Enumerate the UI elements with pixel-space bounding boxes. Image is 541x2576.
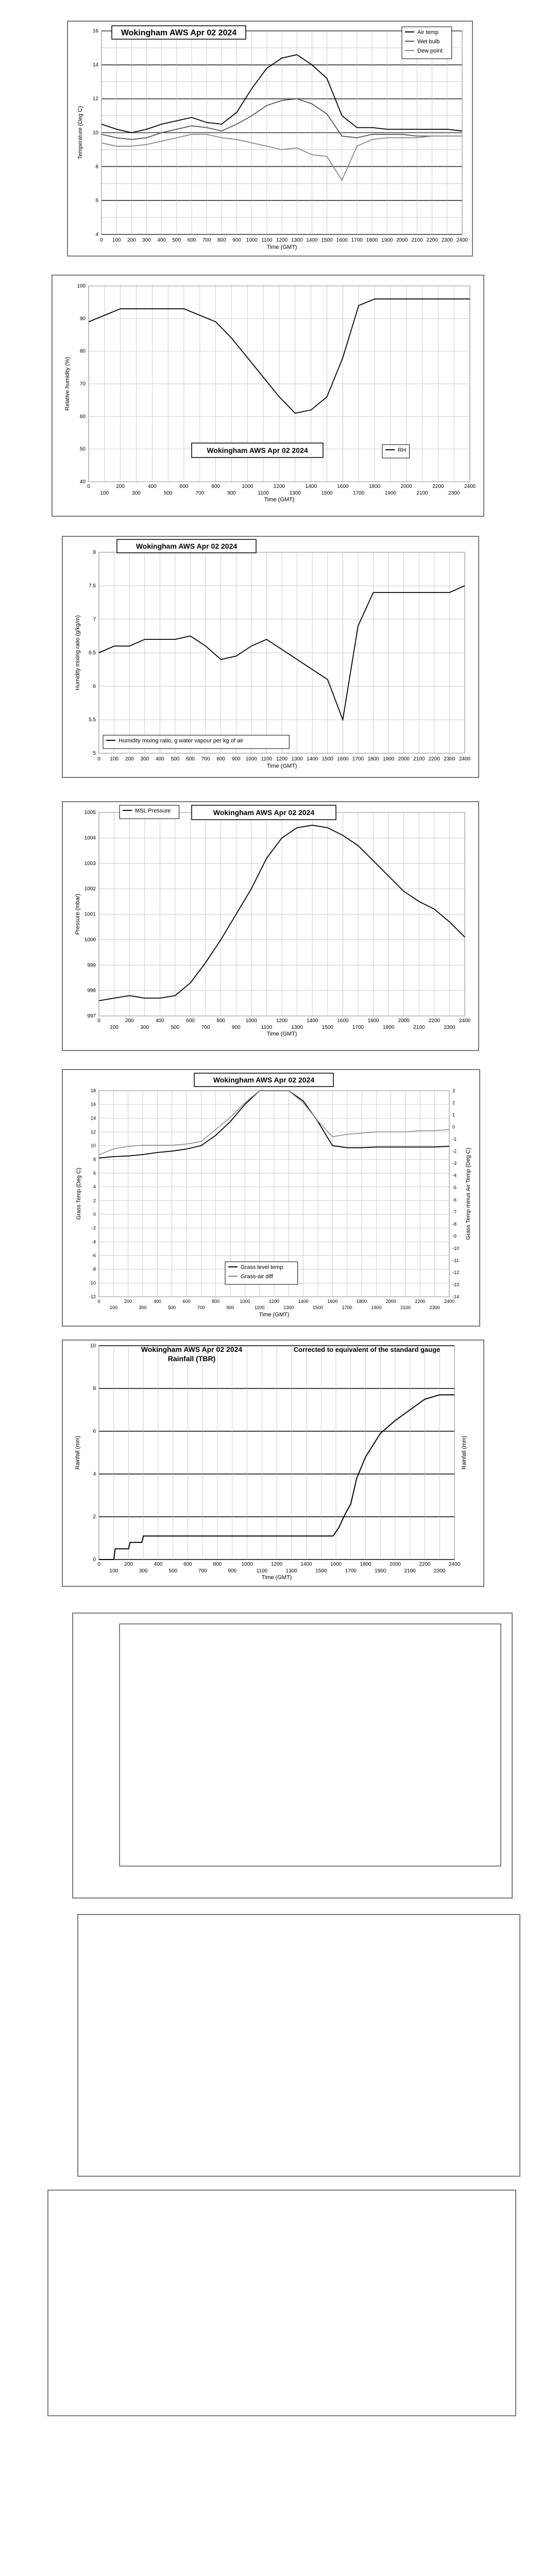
x-tick-label: 2400	[444, 1299, 455, 1304]
y-tick-label: 12	[92, 96, 98, 102]
x-tick-label: 400	[154, 1562, 163, 1567]
x-tick-label: 1900	[384, 490, 396, 496]
chart-title: Wokingham AWS Apr 02 2024	[136, 542, 238, 550]
x-tick-label: 100	[112, 238, 121, 243]
y-tick-label: 7	[93, 617, 96, 622]
y2-tick-label: 0	[452, 1124, 455, 1130]
x-tick-label: 2200	[432, 484, 444, 489]
x-axis-label: Time (GMT)	[266, 763, 297, 769]
y2-axis-label: Grass Temp minus Air Temp (Deg C)	[465, 1147, 471, 1240]
x-tick-label: 900	[232, 238, 241, 243]
x-tick-label: 700	[201, 1025, 210, 1030]
x-tick-label: 900	[228, 1568, 237, 1574]
y-tick-label: 8	[93, 550, 96, 555]
y-tick-label: 12	[90, 1129, 96, 1134]
x-axis-label: Time (GMT)	[266, 1031, 297, 1037]
x-tick-label: 1600	[327, 1299, 338, 1304]
x-tick-label: 700	[195, 490, 205, 496]
x-tick-label: 1600	[337, 484, 349, 489]
x-tick-label: 1100	[254, 1305, 265, 1310]
x-tick-label: 600	[182, 1299, 191, 1304]
y-tick-label: -6	[91, 1253, 96, 1258]
x-tick-label: 2400	[464, 484, 476, 489]
x-tick-label: 0	[87, 484, 90, 489]
x-tick-label: 200	[125, 756, 134, 762]
x-tick-label: 800	[212, 1299, 220, 1304]
y-tick-label: 999	[87, 962, 96, 969]
x-tick-label: 200	[127, 238, 136, 243]
y-tick-label: 16	[90, 1101, 96, 1107]
x-tick-label: 1100	[256, 1568, 268, 1574]
x-tick-label: 700	[197, 1305, 205, 1310]
x-tick-label: 2200	[428, 1018, 440, 1024]
legend-label: Grass-air diff	[241, 1274, 273, 1280]
y-tick-label: 4	[93, 1184, 96, 1190]
x-axis-label: Time (GMT)	[261, 1574, 292, 1581]
legend-label: Grass level temp	[241, 1264, 283, 1270]
x-tick-label: 2400	[456, 238, 468, 243]
x-tick-label: 1400	[306, 238, 318, 243]
y-tick-label: 1002	[84, 886, 96, 892]
y2-tick-label: -10	[452, 1245, 460, 1251]
temperature-chart-panel	[67, 21, 473, 257]
y-tick-label: 6	[93, 684, 96, 689]
x-tick-label: 800	[213, 1562, 222, 1567]
mixing-ratio-chart	[63, 537, 478, 777]
x-tick-label: 500	[171, 1025, 180, 1030]
plot-area	[120, 1624, 501, 1866]
x-tick-label: 1200	[270, 1562, 283, 1567]
y-tick-label: -4	[91, 1239, 96, 1245]
x-tick-label: 2200	[428, 756, 440, 762]
chart-title: Wokingham AWS Apr 02 2024	[207, 446, 308, 454]
chart-note: Corrected to equivalent of the standard gauge	[293, 1346, 441, 1353]
y-tick-label: 1001	[84, 911, 96, 918]
x-tick-label: 300	[132, 490, 141, 496]
x-tick-label: 1700	[345, 1568, 357, 1574]
x-tick-label: 800	[217, 238, 226, 243]
x-tick-label: 2000	[398, 1018, 410, 1024]
y-tick-label: 2	[93, 1198, 96, 1204]
y-tick-label: 10	[90, 1343, 96, 1349]
y2-tick-label: -5	[452, 1185, 457, 1191]
y2-tick-label: -1	[452, 1137, 457, 1142]
x-tick-label: 1700	[351, 238, 363, 243]
y-tick-label: 6	[93, 1429, 96, 1434]
y-tick-label: 10	[92, 130, 98, 136]
x-tick-label: 200	[116, 484, 125, 489]
x-tick-label: 1200	[276, 238, 288, 243]
x-tick-label: 700	[202, 238, 211, 243]
x-tick-label: 900	[231, 756, 241, 762]
wind-speed-chart	[48, 2191, 515, 2415]
y2-tick-label: -13	[452, 1282, 460, 1287]
x-tick-label: 600	[187, 238, 196, 243]
x-tick-label: 1800	[366, 238, 378, 243]
x-tick-label: 700	[201, 756, 210, 762]
grass-temp-chart-panel	[62, 1069, 480, 1327]
x-tick-label: 1600	[337, 756, 349, 762]
chart-title: Wokingham AWS Apr 02 2024	[213, 808, 315, 817]
chart-title: Wokingham AWS Apr 02 2024	[141, 1345, 243, 1353]
y-tick-label: 997	[87, 1013, 96, 1019]
x-tick-label: 2400	[459, 756, 471, 762]
x-tick-label: 100	[110, 1025, 119, 1030]
y-tick-label: 4	[95, 232, 98, 238]
legend-label: Dew point	[417, 48, 443, 54]
y2-axis-label: Rainfall (mm)	[461, 1435, 467, 1470]
x-tick-label: 2400	[459, 1018, 471, 1024]
x-tick-label: 1500	[315, 1568, 327, 1574]
y-tick-label: 14	[90, 1115, 96, 1121]
x-tick-label: 2100	[411, 238, 423, 243]
x-tick-label: 1300	[289, 490, 301, 496]
x-tick-label: 2300	[441, 238, 453, 243]
x-tick-label: 500	[163, 490, 173, 496]
x-tick-label: 1500	[321, 490, 333, 496]
x-tick-label: 1800	[368, 484, 381, 489]
x-tick-label: 1200	[268, 1299, 280, 1304]
x-tick-label: 800	[216, 1018, 226, 1024]
sunshine-chart-panel	[72, 1613, 513, 1899]
y-tick-label: 1004	[84, 835, 96, 841]
y-tick-label: 10	[90, 1143, 96, 1148]
x-tick-label: 600	[179, 484, 189, 489]
x-tick-label: 1300	[285, 1568, 297, 1574]
y-tick-label: 8	[93, 1157, 96, 1162]
x-tick-label: 1200	[273, 484, 285, 489]
x-tick-label: 1700	[352, 756, 364, 762]
wind-direction-chart	[78, 1915, 519, 2176]
x-tick-label: 1600	[336, 238, 348, 243]
x-tick-label: 1700	[342, 1305, 352, 1310]
x-tick-label: 1000	[241, 1562, 253, 1567]
y2-tick-label: -3	[452, 1161, 457, 1166]
x-tick-label: 1300	[291, 238, 303, 243]
x-tick-label: 1600	[337, 1018, 349, 1024]
x-tick-label: 500	[168, 1568, 178, 1574]
x-tick-label: 400	[155, 1018, 164, 1024]
x-tick-label: 800	[216, 756, 226, 762]
y2-tick-label: -11	[452, 1258, 459, 1263]
x-tick-label: 100	[109, 1305, 117, 1310]
x-tick-label: 1200	[276, 756, 288, 762]
humidity-chart	[53, 276, 483, 516]
x-tick-label: 1800	[367, 1018, 379, 1024]
x-tick-label: 0	[97, 1562, 100, 1567]
x-tick-label: 100	[109, 1568, 119, 1574]
wind-speed-chart-panel	[47, 2190, 516, 2416]
x-tick-label: 1500	[312, 1305, 324, 1310]
x-tick-label: 2100	[413, 1025, 425, 1030]
x-tick-label: 1900	[371, 1305, 382, 1310]
y2-tick-label: -4	[452, 1173, 457, 1178]
y2-tick-label: -8	[452, 1221, 457, 1227]
y-tick-label: 6	[95, 198, 98, 204]
mixing-ratio-chart-panel	[62, 536, 479, 778]
x-tick-label: 0	[100, 238, 103, 243]
x-tick-label: 900	[231, 1025, 241, 1030]
y2-tick-label: -6	[452, 1197, 457, 1202]
x-tick-label: 100	[100, 490, 109, 496]
x-tick-label: 1400	[307, 756, 318, 762]
x-tick-label: 300	[142, 238, 151, 243]
y2-tick-label: -9	[452, 1233, 457, 1239]
x-tick-label: 1500	[322, 756, 333, 762]
y-tick-label: 60	[79, 414, 86, 420]
y2-tick-label: -12	[452, 1269, 460, 1275]
x-tick-label: 2400	[448, 1562, 461, 1567]
x-tick-label: 0	[97, 1299, 100, 1304]
x-tick-label: 1500	[322, 1025, 333, 1030]
pressure-chart	[63, 802, 478, 1050]
x-tick-label: 1400	[307, 1018, 318, 1024]
x-axis-label: Time (GMT)	[259, 1312, 290, 1318]
x-tick-label: 2000	[398, 756, 410, 762]
x-tick-label: 500	[168, 1305, 176, 1310]
x-tick-label: 2100	[404, 1568, 416, 1574]
y-tick-label: 8	[95, 164, 98, 170]
x-tick-label: 400	[155, 756, 164, 762]
x-tick-label: 2300	[448, 490, 460, 496]
x-tick-label: 600	[183, 1562, 192, 1567]
x-tick-label: 1300	[283, 1305, 294, 1310]
y2-tick-label: -7	[452, 1209, 457, 1215]
x-tick-label: 100	[110, 756, 119, 762]
x-tick-label: 1000	[245, 1018, 257, 1024]
x-tick-label: 2000	[396, 238, 408, 243]
x-tick-label: 1000	[240, 1299, 250, 1304]
x-tick-label: 900	[226, 1305, 234, 1310]
x-tick-label: 900	[227, 490, 236, 496]
y-tick-label: 5	[93, 751, 96, 756]
x-tick-label: 1000	[242, 484, 253, 489]
y-tick-label: 6	[93, 1171, 96, 1176]
x-tick-label: 200	[124, 1562, 133, 1567]
x-tick-label: 600	[186, 756, 195, 762]
x-tick-label: 1300	[291, 756, 303, 762]
x-tick-label: 1800	[360, 1562, 371, 1567]
y2-tick-label: 1	[452, 1112, 455, 1118]
rainfall-chart	[63, 1341, 483, 1586]
y-tick-label: 1000	[84, 937, 96, 943]
x-tick-label: 1400	[298, 1299, 309, 1304]
y-tick-label: 7.5	[89, 583, 96, 589]
x-tick-label: 400	[153, 1299, 161, 1304]
y-tick-label: 998	[87, 988, 96, 994]
x-tick-label: 1300	[291, 1025, 303, 1030]
x-tick-label: 0	[97, 756, 100, 762]
x-tick-label: 400	[147, 484, 157, 489]
y-tick-label: 100	[77, 283, 86, 289]
x-tick-label: 2300	[444, 756, 455, 762]
x-tick-label: 500	[172, 238, 181, 243]
humidity-chart-panel	[52, 275, 484, 517]
y-axis-label: Rainfall (mm)	[75, 1435, 81, 1470]
y2-tick-label: -2	[452, 1148, 457, 1154]
x-tick-label: 1000	[245, 756, 257, 762]
y-tick-label: 0	[93, 1212, 96, 1217]
wind-direction-chart-panel	[77, 1914, 520, 2177]
x-tick-label: 1200	[276, 1018, 288, 1024]
sunshine-chart	[73, 1614, 512, 1897]
y-tick-label: 16	[92, 28, 98, 34]
x-tick-label: 1700	[352, 1025, 364, 1030]
y-tick-label: 1005	[84, 810, 96, 816]
y-tick-label: 40	[79, 479, 86, 485]
x-tick-label: 1100	[261, 756, 273, 762]
x-tick-label: 1900	[382, 756, 395, 762]
x-tick-label: 2000	[389, 1562, 401, 1567]
y-tick-label: 90	[79, 316, 86, 322]
legend-label: RH	[398, 447, 406, 453]
rainfall-chart-panel	[62, 1340, 484, 1587]
x-tick-label: 1100	[258, 490, 269, 496]
x-tick-label: 1400	[300, 1562, 312, 1567]
y-axis-label: Humidity mixing ratio (g/kg/m)	[75, 615, 81, 690]
x-tick-label: 1400	[305, 484, 317, 489]
y-tick-label: 18	[90, 1088, 96, 1093]
chart-subtitle: Rainfall (TBR)	[167, 1354, 216, 1363]
x-tick-label: 1900	[382, 1025, 395, 1030]
x-tick-label: 1800	[356, 1299, 367, 1304]
chart-title: Wokingham AWS Apr 02 2024	[121, 28, 237, 38]
y-tick-label: 1003	[84, 860, 96, 867]
chart-title: Wokingham AWS Apr 02 2024	[213, 1076, 315, 1084]
x-axis-label: Time (GMT)	[266, 244, 297, 250]
x-tick-label: 300	[140, 756, 149, 762]
x-tick-label: 200	[124, 1299, 132, 1304]
x-tick-label: 500	[171, 756, 180, 762]
y-axis-label: Grass Temp (Deg C)	[76, 1167, 82, 1220]
legend-label: Humidity mixing ratio, g water vapour per kg of air	[119, 738, 244, 744]
x-tick-label: 1100	[261, 1025, 273, 1030]
y2-tick-label: -14	[452, 1294, 460, 1299]
y-axis-label: Temperature (Deg C)	[77, 106, 83, 160]
x-tick-label: 400	[157, 238, 166, 243]
legend-label: Wet bulb	[417, 39, 440, 45]
x-tick-label: 1900	[381, 238, 393, 243]
y-tick-label: 50	[79, 446, 86, 452]
x-tick-label: 1800	[367, 756, 379, 762]
x-tick-label: 0	[97, 1018, 100, 1024]
x-tick-label: 800	[211, 484, 221, 489]
x-tick-label: 1500	[321, 238, 333, 243]
legend-label: Air temp	[417, 29, 438, 36]
x-tick-label: 2300	[434, 1568, 446, 1574]
x-tick-label: 1900	[375, 1568, 386, 1574]
y-tick-label: -8	[91, 1266, 96, 1272]
y-tick-label: -10	[89, 1280, 96, 1286]
x-tick-label: 300	[139, 1568, 148, 1574]
y2-tick-label: 3	[452, 1088, 455, 1093]
x-tick-label: 2200	[426, 238, 438, 243]
y-axis-label: Relative humidity (%)	[64, 357, 71, 411]
pressure-chart-panel	[62, 801, 479, 1051]
x-tick-label: 1600	[330, 1562, 342, 1567]
x-tick-label: 2200	[419, 1562, 431, 1567]
temperature-chart	[68, 22, 472, 256]
x-tick-label: 2000	[385, 1299, 396, 1304]
x-tick-label: 600	[186, 1018, 195, 1024]
y2-tick-label: 2	[452, 1100, 455, 1106]
y-tick-label: -12	[89, 1294, 96, 1299]
y-tick-label: 14	[92, 62, 98, 68]
y-tick-label: -2	[91, 1225, 96, 1231]
y-tick-label: 70	[79, 381, 86, 387]
y-tick-label: 2	[93, 1514, 96, 1520]
x-tick-label: 300	[140, 1025, 149, 1030]
y-tick-label: 4	[93, 1471, 96, 1477]
x-tick-label: 2200	[415, 1299, 426, 1304]
x-axis-label: Time (GMT)	[264, 497, 295, 503]
y-tick-label: 80	[79, 348, 86, 354]
x-tick-label: 2000	[400, 484, 412, 489]
x-tick-label: 2100	[416, 490, 428, 496]
x-tick-label: 2300	[444, 1025, 455, 1030]
x-tick-label: 1700	[353, 490, 365, 496]
x-tick-label: 2100	[400, 1305, 411, 1310]
y-axis-label: Pressure (mbar)	[75, 893, 81, 935]
x-tick-label: 200	[125, 1018, 134, 1024]
x-tick-label: 2300	[429, 1305, 440, 1310]
x-tick-label: 1000	[246, 238, 258, 243]
grass-temp-chart	[63, 1070, 479, 1326]
y-tick-label: 6.5	[89, 650, 96, 656]
x-tick-label: 300	[139, 1305, 147, 1310]
y-tick-label: 8	[93, 1386, 96, 1392]
x-tick-label: 2100	[413, 756, 425, 762]
legend-label: MSL Pressure	[135, 808, 171, 814]
y-tick-label: 0	[93, 1557, 96, 1563]
x-tick-label: 700	[198, 1568, 207, 1574]
x-tick-label: 1100	[261, 238, 273, 243]
y-tick-label: 5.5	[89, 717, 96, 723]
